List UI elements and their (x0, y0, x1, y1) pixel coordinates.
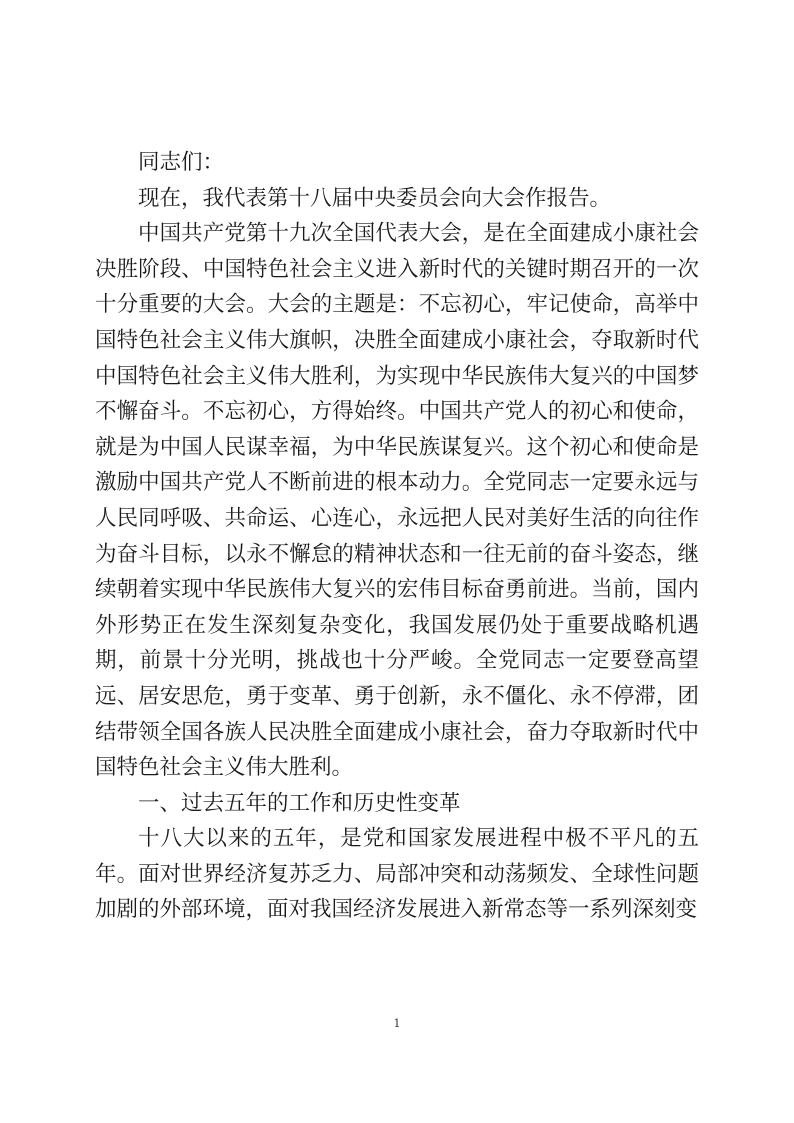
salutation-paragraph: 同志们： (138, 150, 225, 175)
document-body (95, 145, 699, 928)
body-paragraph: 中国共产党第十九次全国代表大会，是在全面建成小康社会决胜阶段、中国特色社会主义进入新时代的关键时期召开的一次十分重要的大会。大会的主题是：不忘初心，牢记使命，高举中国特色社会主义伟大旗帜，决胜全面建成小康社会，夺取新时代中国特色社会主义伟大胜利，为实现中华民族伟大复兴的中国梦不懈奋斗。不忘初心，方得始终。中国共产党人的初心和使命，就是为中国人民谋幸福，为中华民族谋复兴。这个初心和使命是激励中国共产党人不断前进的根本动力。全党同志一定要永远与人民同呼吸、共命运、心连心，永远把人民对美好生活的向往作为奋斗目标，以永不懈怠的精神状态和一往无前的奋斗姿态，继续朝着实现中华民族伟大复兴的宏伟目标奋勇前进。当前，国内外形势正在发生深刻复杂变化，我国发展仍处于重要战略机遇期，前景十分光明，挑战也十分严峻。全党同志一定要登高望远、居安思危，勇于变革、勇于创新，永不僵化、永不停滞，团结带领全国各族人民决胜全面建成小康社会，奋力夺取新时代中国特色社会主义伟大胜利。 (95, 221, 699, 781)
section-heading: 一、过去五年的工作和历史性变革 (138, 790, 461, 816)
page-number: 1 (393, 1017, 401, 1030)
body-paragraph: 十八大以来的五年，是党和国家发展进程中极不平凡的五年。面对世界经济复苏乏力、局部冲突和动荡频发、全球性问题加剧的外部环境，面对我国经济发展进入新常态等一系列深刻变 (95, 826, 699, 923)
intro-paragraph: 现在，我代表第十八届中央委员会向大会作报告。 (138, 185, 612, 211)
